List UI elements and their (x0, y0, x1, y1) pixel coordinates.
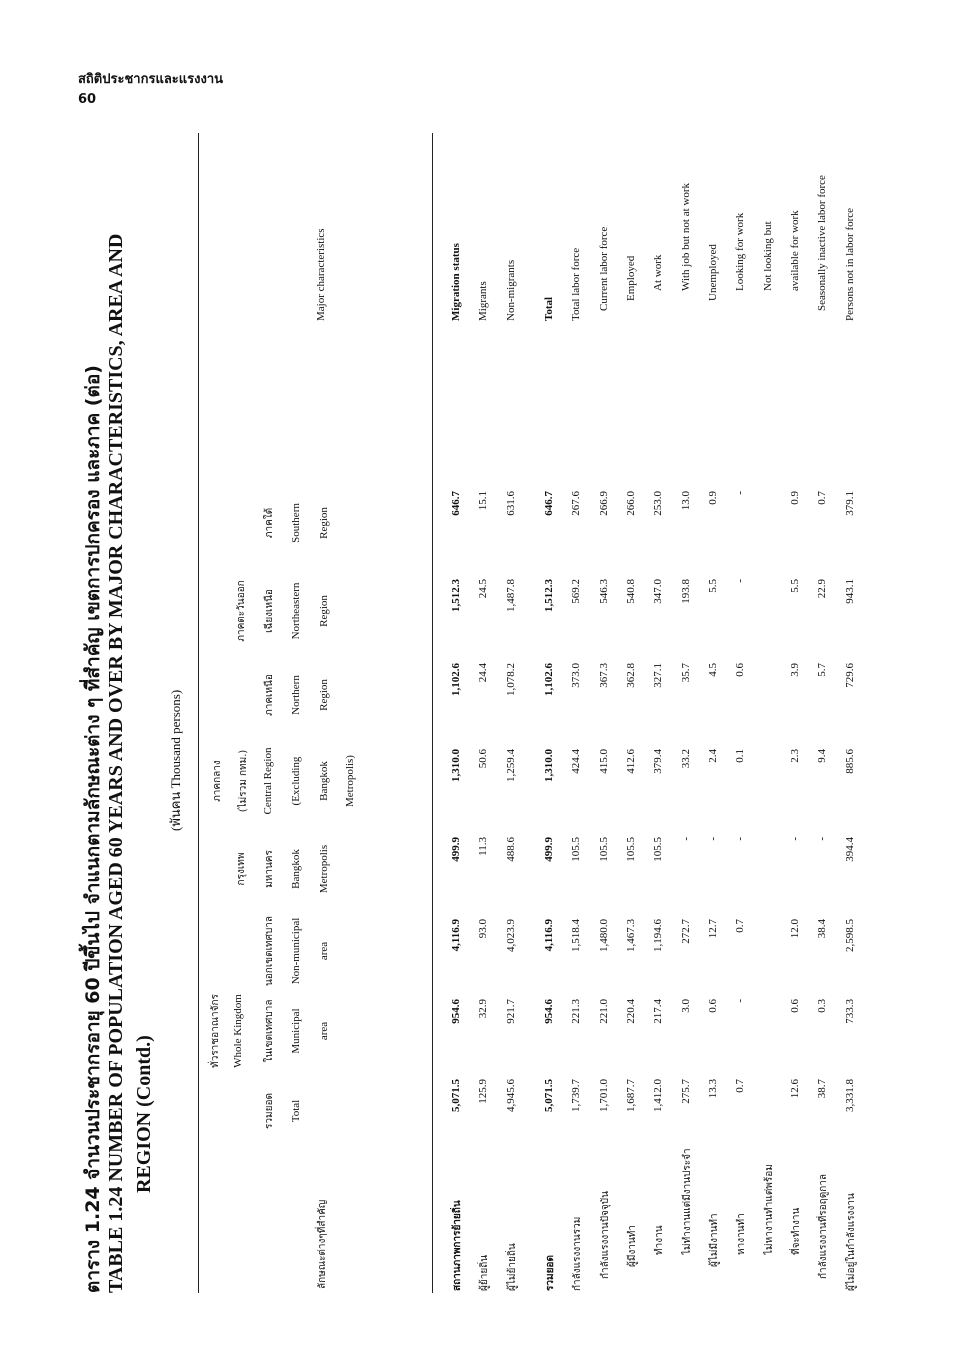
table-cell: 0.3 (816, 999, 828, 1013)
table-cell: 379.4 (652, 749, 664, 774)
table-cell: 1,259.4 (505, 749, 517, 782)
table-cell: 220.4 (625, 999, 637, 1024)
table-cell: 1,701.0 (598, 1079, 610, 1112)
row-label-english: Migration status (450, 243, 462, 321)
table-row (570, 131, 586, 1291)
row-label-english: Seasonally inactive labor force (816, 175, 828, 311)
table-cell: 733.3 (844, 999, 856, 1024)
table-cell: 11.3 (477, 837, 489, 856)
table-cell: 1,512.3 (450, 579, 462, 612)
row-label-english: Non-migrants (505, 259, 517, 321)
header-northeastern-th1: ภาคตะวันออก (236, 580, 247, 642)
table-cell: 12.0 (789, 919, 801, 939)
header-northern-en1: Northern (290, 675, 302, 715)
table-cell: 0.9 (707, 491, 719, 505)
header-municipal-en-area: area (318, 1021, 330, 1041)
table-cell: - (734, 491, 746, 495)
header-nonmunicipal-en-area: area (318, 941, 330, 961)
table-cell: 1,487.8 (505, 579, 517, 612)
table-row (734, 131, 750, 1291)
table-cell: 32.9 (477, 999, 489, 1019)
table-cell: 266.9 (598, 491, 610, 516)
row-label-english: With job but not at work (680, 182, 692, 291)
row-label-thai: ผู้ไม่ย้ายถิ่น (507, 1243, 518, 1291)
header-central-en3: Bangkok (318, 761, 330, 801)
table-cell: - (734, 579, 746, 583)
table-cell: 412.6 (625, 749, 637, 774)
table-cell: 35.7 (680, 663, 692, 683)
header-northeastern-en1: Northeastern (290, 582, 302, 640)
row-label-thai: รวมยอด (545, 1255, 556, 1291)
table-cell: 266.0 (625, 491, 637, 516)
table-cell: - (734, 999, 746, 1003)
row-label-thai: ทำงาน (654, 1225, 665, 1255)
table-title-thai: ตาราง 1.24 จำนวนประชากรอายุ 60 ปีขึ้นไป จำแนกตามลักษณะต่าง ๆ ที่สำคัญ เขตการปกครอง และภาค (ต่อ) (82, 365, 104, 1293)
table-cell: 0.9 (789, 491, 801, 505)
table-cell: 4,945.6 (505, 1079, 517, 1112)
table-cell: 885.6 (844, 749, 856, 774)
table-cell: 125.9 (477, 1079, 489, 1104)
table-cell: 193.8 (680, 579, 692, 604)
header-central-th2: (ไม่รวม กทม.) (238, 749, 249, 813)
table-cell: 1,310.0 (543, 749, 555, 782)
row-label-thai: ไม่ทำงานแต่มีงานประจำ (682, 1148, 693, 1255)
row-label-english: Total labor force (570, 247, 582, 321)
table-cell: 1,518.4 (570, 919, 582, 952)
table-cell: - (816, 837, 828, 841)
table-cell: 367.3 (598, 663, 610, 688)
table-unit: (พันคน Thousand persons) (168, 689, 183, 831)
table-row (477, 131, 493, 1291)
row-label-english: Total (543, 296, 555, 321)
table-cell: 253.0 (652, 491, 664, 516)
header-central-th1: ภาคกลาง (212, 760, 223, 802)
header-northeastern-en2: Region (318, 595, 330, 627)
row-label-thai: ผู้ไม่อยู่ในกำลังแรงงาน (846, 1193, 857, 1291)
table-cell: 105.5 (625, 837, 637, 862)
table-cell: 646.7 (450, 491, 462, 516)
row-label-english: At work (652, 254, 664, 291)
header-southern-en2: Region (318, 507, 330, 539)
table-cell: 1,102.6 (543, 663, 555, 696)
table-row (816, 131, 832, 1291)
row-label-thai: ไม่หางานทำแต่พร้อม (764, 1164, 775, 1255)
table-row (680, 131, 696, 1291)
table-cell: 221.0 (598, 999, 610, 1024)
row-label-thai: ที่จะทำงาน (791, 1207, 802, 1255)
header-southern-en1: Southern (290, 503, 302, 543)
table-cell: 2.3 (789, 749, 801, 763)
table-row (707, 131, 723, 1291)
table-cell: 105.5 (652, 837, 664, 862)
table-cell: 0.7 (734, 1079, 746, 1093)
table-cell: 12.6 (789, 1079, 801, 1099)
table-cell: 4,023.9 (505, 919, 517, 952)
table-cell: 631.6 (505, 491, 517, 516)
row-label-english: Migrants (477, 281, 489, 321)
table-cell: 954.6 (543, 999, 555, 1024)
table-cell: 0.7 (816, 491, 828, 505)
table-cell: 0.1 (734, 749, 746, 763)
table-cell: 2,598.5 (844, 919, 856, 952)
row-label-thai: กำลังแรงงานปัจจุบัน (600, 1191, 611, 1279)
table-cell: 105.5 (598, 837, 610, 862)
header-central-en4: Metropolis) (344, 755, 356, 807)
header-bangkok-th1: กรุงเทพ (236, 852, 247, 886)
header-northeastern-th2: เฉียงเหนือ (264, 589, 275, 633)
table-row (450, 131, 466, 1291)
header-characteristics-th: ลักษณะต่างๆที่สำคัญ (317, 1199, 328, 1289)
table-cell: 15.1 (477, 491, 489, 511)
table-cell: 5.5 (789, 579, 801, 593)
header-characteristics-en: Major characteristics (315, 228, 327, 321)
table-cell: 13.3 (707, 1079, 719, 1099)
table-cell: 362.8 (625, 663, 637, 688)
table-cell: 540.8 (625, 579, 637, 604)
table-cell: 1,739.7 (570, 1079, 582, 1112)
table-top-rule (198, 133, 199, 1293)
header-total-th: รวมยอด (264, 1093, 275, 1129)
header-whole-kingdom-en: Whole Kingdom (232, 994, 244, 1068)
table-cell: 488.6 (505, 837, 517, 862)
table-cell: 105.5 (570, 837, 582, 862)
table-cell: 2.4 (707, 749, 719, 763)
row-label-english: Employed (625, 255, 637, 301)
table-cell: - (680, 837, 692, 841)
table-cell: 24.4 (477, 663, 489, 683)
table-cell: 13.0 (680, 491, 692, 511)
table-row (789, 131, 805, 1291)
header-bangkok-th2: มหานคร (264, 850, 275, 888)
table-title-english-contd: REGION (Contd.) (133, 1035, 155, 1193)
table-cell: 0.7 (734, 919, 746, 933)
table-cell: 499.9 (450, 837, 462, 862)
table-cell: 3,331.8 (844, 1079, 856, 1112)
table-cell: - (734, 837, 746, 841)
table-row (652, 131, 668, 1291)
table-cell: 4,116.9 (543, 919, 555, 952)
table-cell: 0.6 (707, 999, 719, 1013)
table-cell: 4,116.9 (450, 919, 462, 952)
row-label-thai: ผู้ไม่มีงานทำ (709, 1213, 720, 1267)
table-cell: 379.1 (844, 491, 856, 516)
header-southern-th: ภาคใต้ (264, 507, 275, 539)
row-label-english: available for work (789, 210, 801, 291)
table-cell: 38.4 (816, 919, 828, 939)
table-cell: - (789, 837, 801, 841)
table-cell: 50.6 (477, 749, 489, 769)
table-cell: 4.5 (707, 663, 719, 677)
header-bangkok-en1: Bangkok (290, 849, 302, 889)
table-cell: 729.6 (844, 663, 856, 688)
table-cell: 1,194.6 (652, 919, 664, 952)
table-cell: 0.6 (789, 999, 801, 1013)
table-cell: 5.7 (816, 663, 828, 677)
table-cell: 38.7 (816, 1079, 828, 1099)
table-cell: 93.0 (477, 919, 489, 939)
table-cell: 569.2 (570, 579, 582, 604)
table-cell: 22.9 (816, 579, 828, 599)
header-central-en2: (Excluding (290, 756, 302, 806)
header-northern-th: ภาคเหนือ (264, 674, 275, 716)
row-label-thai: สถานภาพการย้ายถิ่น (452, 1200, 463, 1291)
page-number: 60 (78, 92, 97, 107)
table-row (543, 131, 559, 1291)
table-cell: 1,412.0 (652, 1079, 664, 1112)
header-bangkok-en2: Metropolis (318, 844, 330, 894)
table-cell: 1,467.3 (625, 919, 637, 952)
row-label-english: Not looking but (762, 221, 774, 291)
table-cell: 1,102.6 (450, 663, 462, 696)
table-cell: 3.9 (789, 663, 801, 677)
table-cell: 3.0 (680, 999, 692, 1013)
header-whole-kingdom-th: ทั่วราชอาณาจักร (210, 994, 221, 1068)
row-label-thai: หางานทำ (736, 1213, 747, 1255)
table-cell: 33.2 (680, 749, 692, 769)
table-cell: 1,480.0 (598, 919, 610, 952)
table-cell: 272.7 (680, 919, 692, 944)
table-cell: 267.6 (570, 491, 582, 516)
row-label-thai: ผู้ย้ายถิ่น (479, 1254, 490, 1291)
table-cell: 1,687.7 (625, 1079, 637, 1112)
header-municipal-th: ในเขตเทศบาล (264, 999, 275, 1063)
table-cell: 921.7 (505, 999, 517, 1024)
series-title: สถิติประชากรและแรงงาน (78, 72, 224, 87)
table-cell: 327.1 (652, 663, 664, 688)
table-cell: 1,512.3 (543, 579, 555, 612)
table-cell: 12.7 (707, 919, 719, 939)
row-label-english: Looking for work (734, 212, 746, 291)
header-northern-en2: Region (318, 679, 330, 711)
table-row (625, 131, 641, 1291)
table-cell: 217.4 (652, 999, 664, 1024)
table-row (505, 131, 521, 1291)
table-cell: 221.3 (570, 999, 582, 1024)
table-cell: 9.4 (816, 749, 828, 763)
header-nonmunicipal-th: นอกเขตเทศบาล (264, 915, 275, 987)
table-cell: 499.9 (543, 837, 555, 862)
header-central-en1: Central Region (262, 747, 274, 815)
table-title-english: TABLE 1.24 NUMBER OF POPULATION AGED 60 YEARS AND OVER BY MAJOR CHARACTERISTICS, AREA AND (105, 233, 127, 1293)
table-row (762, 131, 778, 1291)
row-label-english: Unemployed (707, 244, 719, 301)
table-cell: 943.1 (844, 579, 856, 604)
table-cell: 347.0 (652, 579, 664, 604)
row-label-thai: กำลังแรงงานที่รอฤดูกาล (818, 1173, 829, 1279)
table-cell: 5,071.5 (543, 1079, 555, 1112)
table-cell: 1,078.2 (505, 663, 517, 696)
header-municipal-en: Municipal (290, 1008, 302, 1054)
table-cell: - (707, 837, 719, 841)
table-cell: 415.0 (598, 749, 610, 774)
table-header-rule (432, 133, 433, 1293)
table-cell: 373.0 (570, 663, 582, 688)
row-label-thai: ผู้มีงานทำ (627, 1225, 638, 1267)
table-cell: 394.4 (844, 837, 856, 862)
table-row (598, 131, 614, 1291)
header-total-en: Total (290, 1099, 302, 1123)
table-cell: 5.5 (707, 579, 719, 593)
table-cell: 646.7 (543, 491, 555, 516)
table-cell: 5,071.5 (450, 1079, 462, 1112)
table-cell: 546.3 (598, 579, 610, 604)
header-nonmunicipal-en: Non-municipal (290, 917, 302, 985)
table-cell: 1,310.0 (450, 749, 462, 782)
table-row (844, 131, 860, 1291)
table-cell: 0.6 (734, 663, 746, 677)
row-label-thai: กำลังแรงงานรวม (572, 1216, 583, 1291)
table-cell: 275.7 (680, 1079, 692, 1104)
table-cell: 954.6 (450, 999, 462, 1024)
table-cell: 24.5 (477, 579, 489, 599)
table-cell: 424.4 (570, 749, 582, 774)
row-label-english: Current labor force (598, 226, 610, 311)
row-label-english: Persons not in labor force (844, 207, 856, 321)
